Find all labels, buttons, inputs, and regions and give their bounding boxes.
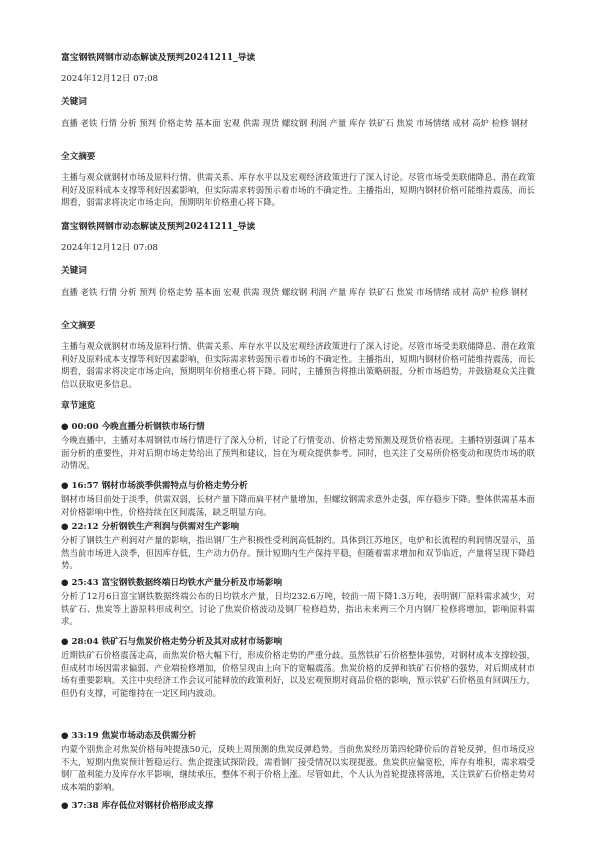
chapter-text: 分析了钢铁生产利润对产量的影响，指出钢厂生产积极性受利润高低制约。具体到江苏地区，电炉和长流程的利润情况显示，虽然当前市场进入淡季，但因库存低，生产动力仍存。预计短期内生产保持平稳，但随着需求增加和双节临近，产量将呈现下降趋势。 xyxy=(61,535,535,571)
chapter-text: 钢材市场目前处于淡季，供需双弱，长材产量下降而扁平材产量增加，但螺纹钢需求意外走强，库存稳步下降。整体供需基本面对价格影响中性，价格持续在区间震荡，缺乏明显方向。 xyxy=(61,494,535,517)
keywords-text: 直播 老铁 行情 分析 预判 价格走势 基本面 宏观 供需 现货 螺纹钢 利润 产量 库存 铁矿石 焦炭 市场情绪 成材 高炉 检修 钢材 xyxy=(61,118,529,128)
chapter-heading: ● 22:12 分析钢铁生产利润与供需对生产影响 xyxy=(61,522,240,532)
chapter-heading: ● 00:00 今晚直播分析钢铁市场行情 xyxy=(61,422,205,432)
chapter-heading: ● 37:38 库存低位对钢材价格形成支撑 xyxy=(61,801,214,811)
chapter-text: 分析了12月6日富宝钢铁数据终端公布的日均铁水产量，日均232.6万吨，较前一周下降1.3万吨，表明钢厂原料需求减少，对铁矿石、焦炭等上游原料形成利空。讨论了焦炭价格波动及钢厂检修趋势，指出未来两三个月内钢厂检修将增加，影响原料需求。 xyxy=(61,591,535,627)
chapter-text: 今晚直播中，主播对本周钢铁市场行情进行了深入分析，讨论了行情变动、价格走势预测及现货价格表现。主播特别强调了基本面分析的重要性，并对后期市场走势给出了预判和建议，旨在为观众提供参考。同时，也关注了交易所价格变动和现货市场的联动情况。 xyxy=(61,435,535,471)
summary-text-2: 主播与观众就钢材市场及原料行情、供需关系、库存水平以及宏观经济政策进行了深入讨论。尽管市场受美联储降息、潜在政策利好及原料成本支撑等利好因素影响，但实际需求转弱预示着市场的不确定性。主播指出，短期内钢材价格可能维持震荡，而长期看，弱需求将决定市场走向，预期明年价格重心将下降。同时，主播预告将推出策略研报，分析市场趋势，并鼓励观众关注微信以获取更多信息。 xyxy=(61,341,535,389)
chapters-heading: 章节速览 xyxy=(61,401,96,411)
summary-heading-2: 全文摘要 xyxy=(61,321,96,331)
keywords-heading: 关键词 xyxy=(61,97,87,107)
chapter-text: 内蒙个别焦企对焦炭价格每吨提涨50元，反映上周预测的焦炭反弹趋势。当前焦炭经历第四轮降价后的首轮反弹，但市场反应不大，短期内焦炭预计暂稳运行。焦企提涨试探阶段，需看钢厂接受情况以实现提涨。焦炭供应偏宽松，库存有堆积，需求端受钢厂盈利能力及库存水平影响，继续承压，整体不利于价格上涨。尽管如此，个人认为首轮提涨将落地，关注铁矿石价格走势对成本端的影响。 xyxy=(61,744,535,792)
doc-date: 2024年12月12日 07:08 xyxy=(61,74,159,84)
doc-title: 富宝钢铁网钢市动态解读及预判20241211_导读 xyxy=(61,53,256,63)
chapter-heading: ● 28:04 铁矿石与焦炭价格走势分析及其对成材市场影响 xyxy=(61,637,283,647)
chapter-text: 近期铁矿石价格震荡走高，而焦炭价格大幅下行，形成价格走势的严重分歧。虽然铁矿石价格整体强势，对钢材成本支撑较强，但成材市场因需求偏弱、产业端检修增加，价格呈现由上向下的宽幅震荡。焦炭价格的反弹和铁矿石价格的强势，对后期成材市场有重要影响。关注中央经济工作会议可能释放的政策利好，以及宏观预期对商品价格的影响，预示铁矿石价格虽有回调压力，但仍有支撑，可能维持在一定区间内波动。 xyxy=(61,650,535,698)
doc-title-2: 富宝钢铁网钢市动态解读及预判20241211_导读 xyxy=(61,222,256,232)
summary-text: 主播与观众就钢材市场及原料行情、供需关系、库存水平以及宏观经济政策进行了深入讨论。尽管市场受美联储降息、潜在政策利好及原料成本支撑等利好因素影响，但实际需求转弱预示着市场的不确定性。主播指出，短期内钢材价格可能维持震荡，而长期看，弱需求将决定市场走向，预期明年价格重心将下降。 xyxy=(61,172,535,208)
doc-date-2: 2024年12月12日 07:08 xyxy=(61,243,159,253)
chapter-heading: ● 25:43 富宝钢铁数据终端日均铁水产量分析及市场影响 xyxy=(61,578,283,588)
keywords-heading-2: 关键词 xyxy=(61,266,87,276)
keywords-text-2: 直播 老铁 行情 分析 预判 价格走势 基本面 宏观 供需 现货 螺纹钢 利润 产量 库存 铁矿石 焦炭 市场情绪 成材 高炉 检修 钢材 xyxy=(61,287,529,297)
summary-heading: 全文摘要 xyxy=(61,152,96,162)
chapter-heading: ● 33:19 焦炭市场动态及供需分析 xyxy=(61,731,197,741)
chapter-heading: ● 16:57 钢材市场淡季供需特点与价格走势分析 xyxy=(61,481,248,491)
